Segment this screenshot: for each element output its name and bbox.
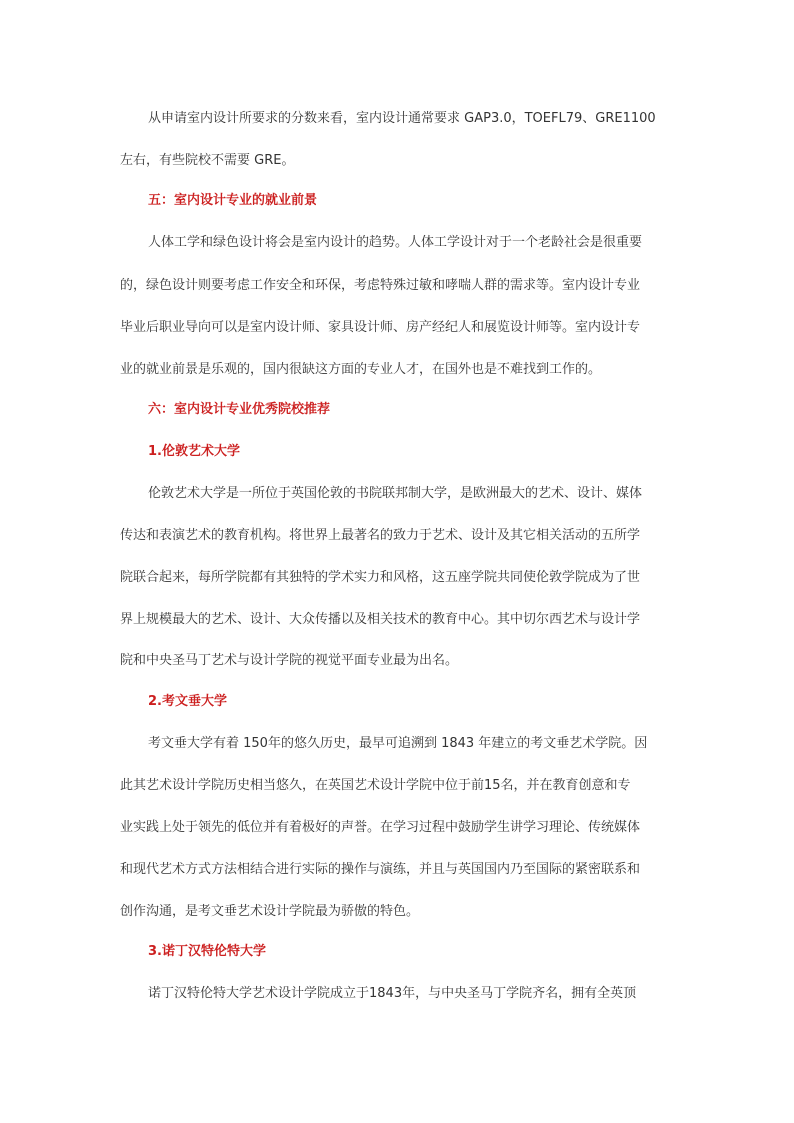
para-line: 此其艺术设计学院历史相当悠久，在英国艺术设计学院中位于前15名，并在教育创意和专 xyxy=(120,778,631,793)
para-line: 考文垂大学有着 150年的悠久历史，最早可追溯到 1843 年建立的考文垂艺术学院。因 xyxy=(148,736,648,751)
para-line: 业实践上处于领先的低位并有着极好的声誉。在学习过程中鼓励学生讲学习理论、传统媒体 xyxy=(120,820,641,835)
para-line: 业的就业前景是乐观的，国内很缺这方面的专业人才，在国外也是不难找到工作的。 xyxy=(120,362,602,377)
subsection-heading: 1.伦敦艺术大学 xyxy=(148,444,240,459)
para-line: 界上规模最大的艺术、设计、大众传播以及相关技术的教育中心。其中切尔西艺术与设计学 xyxy=(120,612,641,627)
para-line: 院和中央圣马丁艺术与设计学院的视觉平面专业最为出名。 xyxy=(120,653,459,668)
para-line: 诺丁汉特伦特大学艺术设计学院成立于1843年，与中央圣马丁学院齐名，拥有全英顶 xyxy=(148,986,637,1001)
para-line: 人体工学和绿色设计将会是室内设计的趋势。人体工学设计对于一个老龄社会是很重要 xyxy=(148,235,643,250)
para-line: 伦敦艺术大学是一所位于英国伦敦的书院联邦制大学，是欧洲最大的艺术、设计、媒体 xyxy=(148,486,643,501)
para-line: 左右，有些院校不需要 GRE。 xyxy=(120,153,295,168)
para-line: 和现代艺术方式方法相结合进行实际的操作与演练，并且与英国国内乃至国际的紧密联系和 xyxy=(120,862,641,877)
para-line: 的，绿色设计则要考虑工作安全和环保，考虑特殊过敏和哮喘人群的需求等。室内设计专业 xyxy=(120,278,641,293)
subsection-heading: 2.考文垂大学 xyxy=(148,694,227,709)
para-line: 毕业后职业导向可以是室内设计师、家具设计师、房产经纪人和展览设计师等。室内设计专 xyxy=(120,320,641,335)
subsection-heading: 3.诺丁汉特伦特大学 xyxy=(148,944,266,959)
section-heading: 六：室内设计专业优秀院校推荐 xyxy=(148,402,331,417)
para-line: 从申请室内设计所要求的分数来看，室内设计通常要求 GAP3.0，TOEFL79、GRE1100 xyxy=(148,111,656,126)
para-line: 创作沟通，是考文垂艺术设计学院最为骄傲的特色。 xyxy=(120,904,420,919)
para-line: 传达和表演艺术的教育机构。将世界上最著名的致力于艺术、设计及其它相关活动的五所学 xyxy=(120,528,641,543)
para-line: 院联合起来，每所学院都有其独特的学术实力和风格，这五座学院共同使伦敦学院成为了世 xyxy=(120,570,641,585)
section-heading: 五：室内设计专业的就业前景 xyxy=(148,193,318,208)
